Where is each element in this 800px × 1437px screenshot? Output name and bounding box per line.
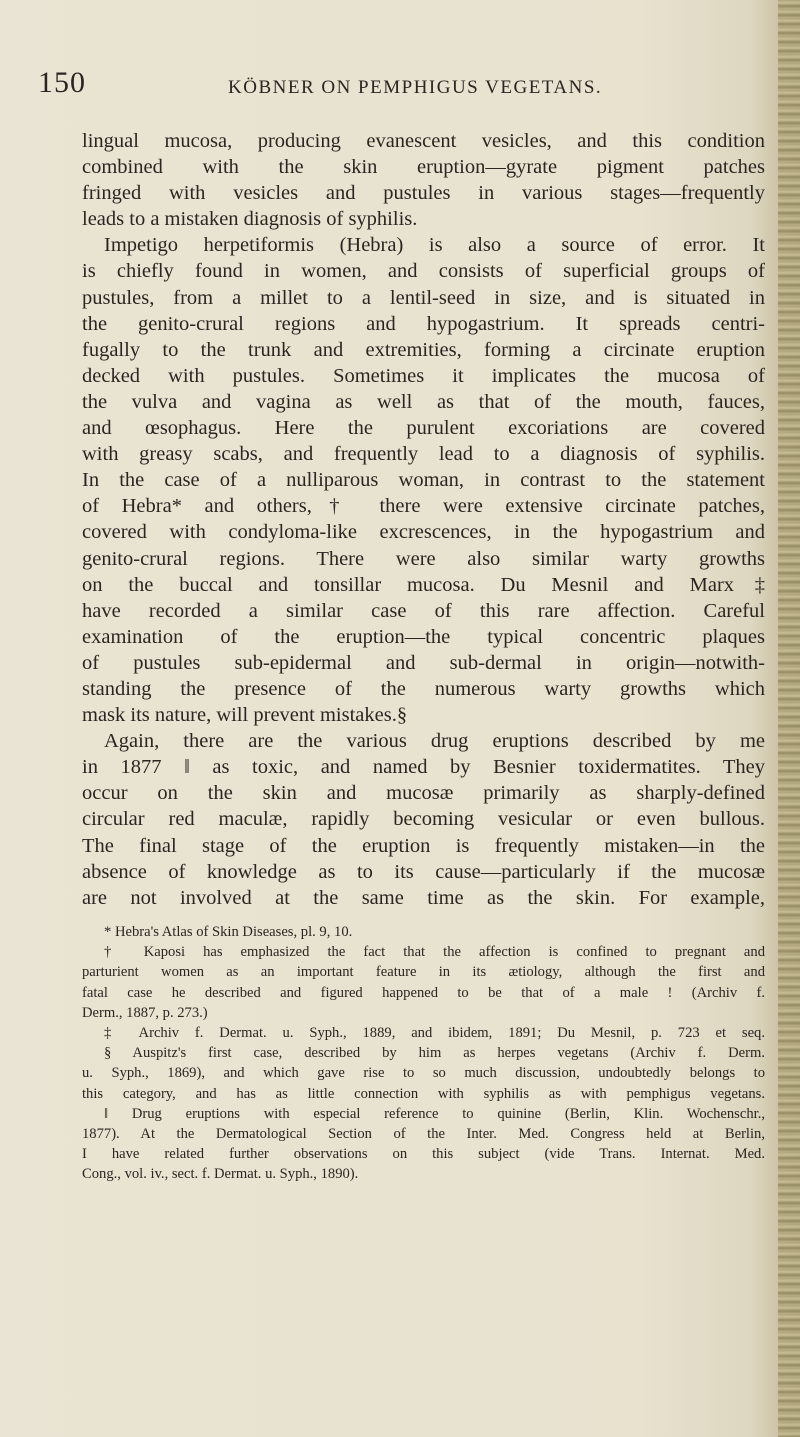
- body-line: pustules, from a millet to a lentil-seed in size, and is situated in: [82, 286, 765, 309]
- footnote-line: fatal case he described and figured happened to be that of a male ! (Archiv f.: [82, 984, 765, 1001]
- footnote-line: ‖ Drug eruptions with especial reference to quinine (Berlin, Klin. Wochenschr.,: [104, 1105, 765, 1122]
- body-line: In the case of a nulliparous woman, in contrast to the statement: [82, 469, 765, 492]
- body-line: leads to a mistaken diagnosis of syphilis.: [82, 208, 418, 231]
- body-line: of pustules sub-epidermal and sub-dermal in origin—notwith-: [82, 651, 765, 674]
- body-line: in 1877 ‖ as toxic, and named by Besnier toxidermatites. They: [82, 756, 765, 779]
- body-line: are not involved at the same time as the skin. For example,: [82, 886, 765, 909]
- body-line: the vulva and vagina as well as that of the mouth, fauces,: [82, 390, 765, 413]
- footnote-line: Cong., vol. iv., sect. f. Dermat. u. Syph., 1890).: [82, 1166, 359, 1183]
- footnote-line: 1877). At the Dermatological Section of the Inter. Med. Congress held at Berlin,: [82, 1125, 765, 1142]
- footnote-line: † Kaposi has emphasized the fact that the affection is confined to pregnant and: [104, 944, 765, 961]
- body-line: occur on the skin and mucosæ primarily as sharply-defined: [82, 782, 765, 805]
- body-line: is chiefly found in women, and consists of superficial groups of: [82, 260, 765, 283]
- body-line: fringed with vesicles and pustules in various stages—frequently: [82, 182, 765, 205]
- body-line: of Hebra* and others,† there were extensive circinate patches,: [82, 495, 765, 518]
- body-line: decked with pustules. Sometimes it implicates the mucosa of: [82, 364, 765, 387]
- body-line: The final stage of the eruption is frequently mistaken—in the: [82, 834, 765, 857]
- page-number: 150: [38, 66, 86, 99]
- body-line: have recorded a similar case of this rare affection. Careful: [82, 599, 765, 622]
- footnote-line: Derm., 1887, p. 273.): [82, 1004, 208, 1021]
- body-line: lingual mucosa, producing evanescent vesicles, and this condition: [82, 130, 765, 152]
- footnotes: [82, 922, 765, 1184]
- body-line: Again, there are the various drug eruptions described by me: [104, 730, 765, 753]
- body-line: covered with condyloma-like excrescences, in the hypogastrium and: [82, 521, 765, 544]
- body-text: [82, 128, 765, 911]
- body-line: circular red maculæ, rapidly becoming vesicular or even bullous.: [82, 808, 765, 831]
- footnote-line: ‡ Archiv f. Dermat. u. Syph., 1889, and ibidem, 1891; Du Mesnil, p. 723 et seq.: [104, 1024, 765, 1041]
- body-line: absence of knowledge as to its cause—particularly if the mucosæ: [82, 860, 765, 883]
- footnote-line: this category, and has as little connection with syphilis as with pemphigus vegetans.: [82, 1085, 765, 1102]
- page-edge: [778, 0, 800, 1437]
- body-line: on the buccal and tonsillar mucosa. Du Mesnil and Marx‡: [82, 573, 765, 596]
- body-line: and œsophagus. Here the purulent excoriations are covered: [82, 417, 765, 440]
- body-line: examination of the eruption—the typical concentric plaques: [82, 625, 765, 648]
- body-line: genito-crural regions. There were also similar warty growths: [82, 547, 765, 570]
- body-line: with greasy scabs, and frequently lead to a diagnosis of syphilis.: [82, 443, 765, 466]
- body-line: mask its nature, will prevent mistakes.§: [82, 704, 408, 727]
- body-line: combined with the skin eruption—gyrate pigment patches: [82, 156, 765, 179]
- footnote-line: I have related further observations on this subject (vide Trans. Internat. Med.: [82, 1146, 765, 1163]
- footnote-line: * Hebra's Atlas of Skin Diseases, pl. 9, 10.: [104, 924, 353, 940]
- body-line: the genito-crural regions and hypogastrium. It spreads centri-: [82, 312, 765, 335]
- body-line: standing the presence of the numerous warty growths which: [82, 677, 765, 700]
- footnote-line: § Auspitz's first case, described by him as herpes vegetans (Archiv f. Derm.: [104, 1045, 765, 1062]
- body-line: Impetigo herpetiformis (Hebra) is also a source of error. It: [104, 234, 765, 257]
- footnote-line: parturient women as an important feature in its ætiology, although the first and: [82, 964, 765, 981]
- body-line: fugally to the trunk and extremities, forming a circinate eruption: [82, 338, 765, 361]
- page-header: [38, 66, 778, 106]
- footnote-line: u. Syph., 1869), and which gave rise to so much discussion, undoubtedly belongs to: [82, 1065, 765, 1082]
- running-head: KÖBNER ON PEMPHIGUS VEGETANS.: [228, 77, 603, 98]
